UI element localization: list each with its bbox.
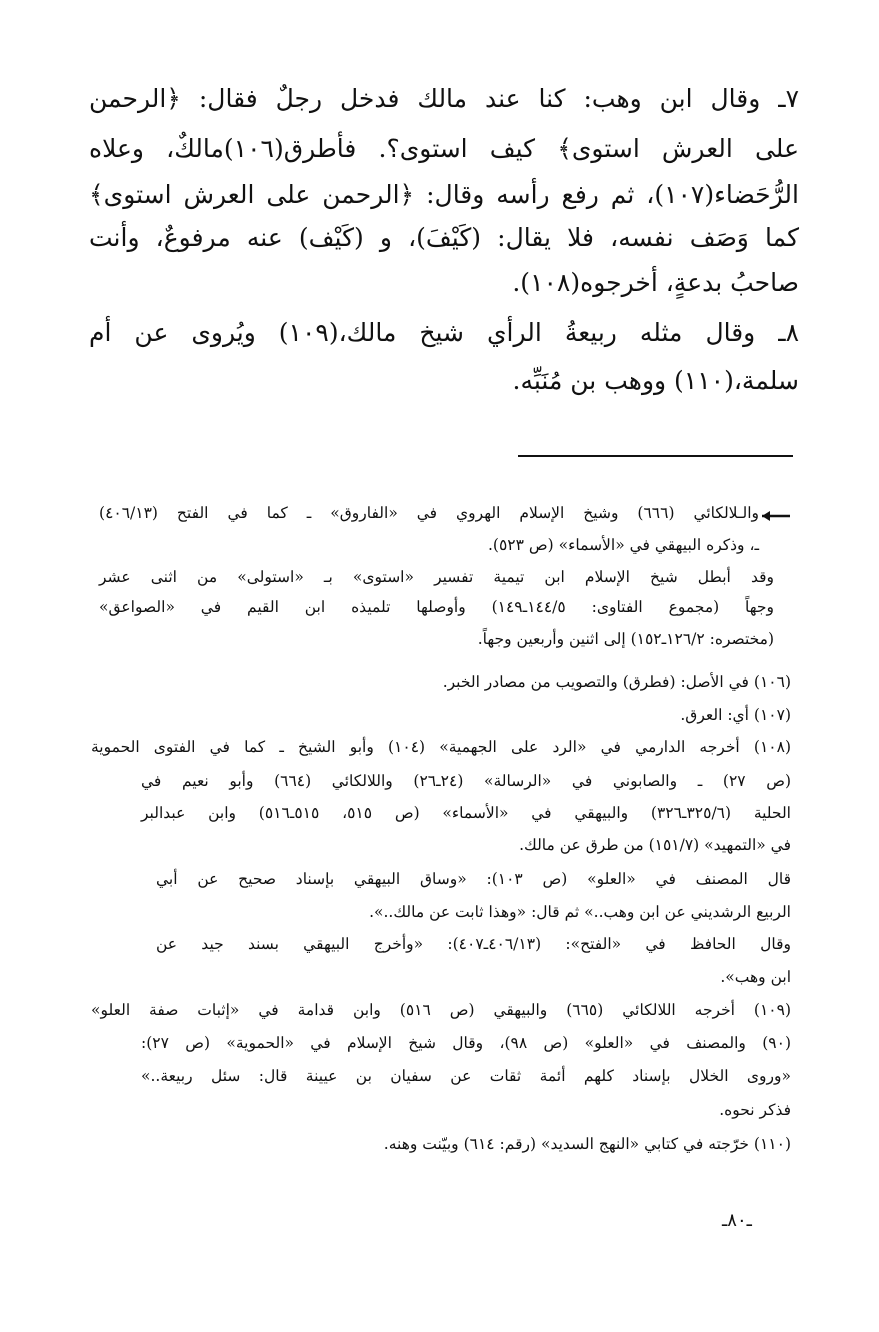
footnote-line: وقال الحافظ في «الفتح»: (٤٠٦/١٣ـ٤٠٧): «وأخرج البيهقي بسند جيد عن [156, 935, 791, 953]
footnote-line: (١٠٦) في الأصل: (فطرق) والتصويب من مصادر الخبر. [442, 673, 791, 691]
footnote-line: قال المصنف في «العلو» (ص ١٠٣): «وساق البيهقي بإسناد صحيح عن أبي [156, 870, 791, 888]
main-text-line: الرُّحَضاء(١٠٧)، ثم رفع رأسه وقال: ﴿الرحمن على العرش استوى﴾ [89, 180, 799, 209]
footnote-line: والـلالكائي (٦٦٦) وشيخ الإسلام الهروي في «الفاروق» ـ كما في الفتح (٤٠٦/١٣) [99, 504, 759, 522]
main-text-line: ٧ـ وقال ابن وهب: كنا عند مالك فدخل رجلٌ فقال: ﴿الرحمن [89, 84, 799, 113]
main-text-line: سلمة،(١١٠) ووهب بن مُنَبِّه. [512, 366, 799, 395]
footnote-line: (١٠٧) أي: العرق. [680, 706, 791, 724]
footnote-line: (مختصره: ١٢٦/٢ـ١٥٢) إلى اثنين وأربعين وجهاً. [477, 630, 774, 648]
footnote-line: (١٠٨) أخرجه الدارمي في «الرد على الجهمية» (١٠٤) وأبو الشيخ ـ كما في الفتوى الحموية [91, 738, 791, 756]
main-text-line: صاحبُ بدعةٍ، أخرجوه(١٠٨). [512, 268, 799, 297]
footnote-line: (ص ٢٧) ـ والصابوني في «الرسالة» (٢٤ـ٢٦) واللالكائي (٦٦٤) وأبو نعيم في [141, 772, 792, 790]
main-text-line: كما وَصَف نفسه، فلا يقال: (كَيْفَ)، و (كَيْف) عنه مرفوعٌ، وأنت [89, 223, 799, 252]
footnote-line: «وروى الخلال بإسناد كلهم أئمة ثقات عن سفيان بن عيينة قال: سئل ربيعة..» [141, 1067, 791, 1085]
footnote-line: ـ، وذكره البيهقي في «الأسماء» (ص ٥٢٣). [488, 536, 759, 554]
footnote-separator [518, 455, 793, 457]
footnote-line: وقد أبطل شيخ الإسلام ابن تيمية تفسير «استوى» بـ «استولى» من اثنى عشر [99, 568, 774, 586]
footnote-line: الربيع الرشديني عن ابن وهب..» ثم قال: «وهذا ثابت عن مالك..». [369, 903, 791, 921]
footnote-line: الحلية (٣٢٥/٦ـ٣٢٦) والبيهقي في «الأسماء» (ص ٥١٥، ٥١٥ـ٥١٦) وابن عبدالبر [141, 804, 791, 822]
footnote-line: (١٠٩) أخرجه اللالكائي (٦٦٥) والبيهقي (ص ٥١٦) وابن قدامة في «إثبات صفة العلو» [91, 1001, 792, 1019]
footnote-line: في «التمهيد» (١٥١/٧) من طرق عن مالك. [519, 836, 791, 854]
main-text-line: ٨ـ وقال مثله ربيعةُ الرأي شيخ مالك،(١٠٩) ويُروى عن أم [89, 318, 799, 347]
footnote-line: وجهاً (مجموع الفتاوى: ١٤٤/٥ـ١٤٩) وأوصلها تلميذه ابن القيم في «الصواعق» [99, 598, 774, 616]
main-text-line: على العرش استوى﴾ كيف استوى؟. فأطرق(١٠٦)مالكٌ، وعلاه [89, 134, 800, 163]
footnote-line: ابن وهب». [720, 968, 791, 986]
footnote-line: (١١٠) خرّجته في كتابي «النهج السديد» (رقم: ٦١٤) وبيّنت وهنه. [383, 1135, 791, 1153]
continuation-arrow-icon [760, 508, 794, 524]
footnote-line: فذكر نحوه. [719, 1101, 791, 1119]
footnote-line: (٩٠) والمصنف في «العلو» (ص ٩٨)، وقال شيخ الإسلام في «الحموية» (ص ٢٧): [141, 1034, 791, 1052]
page-number: ـ٨٠ـ [722, 1210, 752, 1231]
